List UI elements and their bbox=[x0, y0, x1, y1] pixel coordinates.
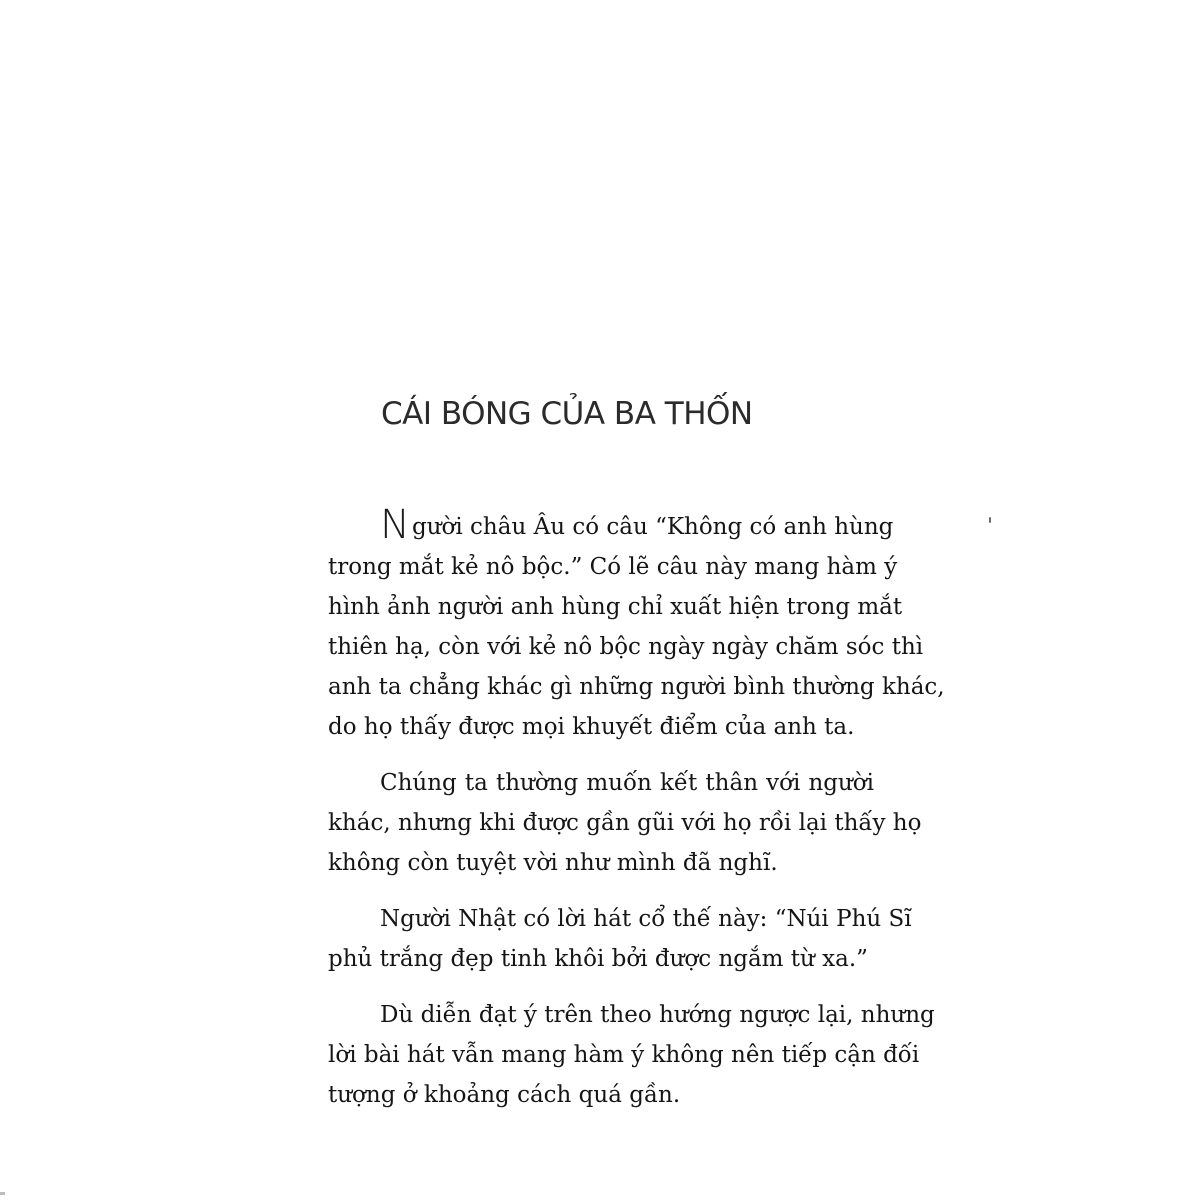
paragraph-gap bbox=[328, 979, 874, 995]
paragraph-line: không còn tuyệt vời như mình đã nghĩ. bbox=[328, 850, 778, 876]
paragraph-line: Dù diễn đạt ý trên theo hướng ngược lại, nhưng bbox=[380, 1002, 935, 1028]
paragraph-line: anh ta chẳng khác gì những người bình thường khác, bbox=[328, 674, 945, 700]
paragraph-3 bbox=[328, 899, 912, 979]
paragraph-line: tượng ở khoảng cách quá gần. bbox=[328, 1082, 681, 1108]
paragraph-4 bbox=[328, 995, 935, 1115]
chapter-title: CÁI BÓNG CỦA BA THỐN bbox=[381, 396, 753, 432]
body-text bbox=[328, 502, 945, 1115]
paragraph-line: Chúng ta thường muốn kết thân với người bbox=[380, 770, 874, 796]
paragraph-gap bbox=[328, 747, 874, 763]
scan-edge-mark bbox=[0, 1192, 5, 1195]
paragraph-line: do họ thấy được mọi khuyết điểm của anh ta. bbox=[328, 714, 855, 740]
paragraph-line: hình ảnh người anh hùng chỉ xuất hiện trong mắt bbox=[328, 594, 903, 620]
paragraph-1 bbox=[328, 502, 945, 747]
scan-speck bbox=[989, 517, 991, 523]
paragraph-line bbox=[328, 502, 894, 548]
paragraph-line: lời bài hát vẫn mang hàm ý không nên tiếp cận đối bbox=[328, 1042, 920, 1068]
line-text: gười châu Âu có câu “Không có anh hùng bbox=[412, 514, 894, 540]
paragraph-line: thiên hạ, còn với kẻ nô bộc ngày ngày chăm sóc thì bbox=[328, 634, 924, 660]
paragraph-line: phủ trắng đẹp tinh khôi bởi được ngắm từ xa.” bbox=[328, 946, 868, 972]
paragraph-gap bbox=[328, 883, 874, 899]
paragraph-line: Người Nhật có lời hát cổ thế này: “Núi Phú Sĩ bbox=[380, 906, 912, 932]
paragraph-2 bbox=[328, 763, 922, 883]
drop-cap: N bbox=[380, 502, 410, 548]
paragraph-line: trong mắt kẻ nô bộc.” Có lẽ câu này mang hàm ý bbox=[328, 554, 898, 580]
paragraph-line: khác, nhưng khi được gần gũi với họ rồi lại thấy họ bbox=[328, 810, 922, 836]
